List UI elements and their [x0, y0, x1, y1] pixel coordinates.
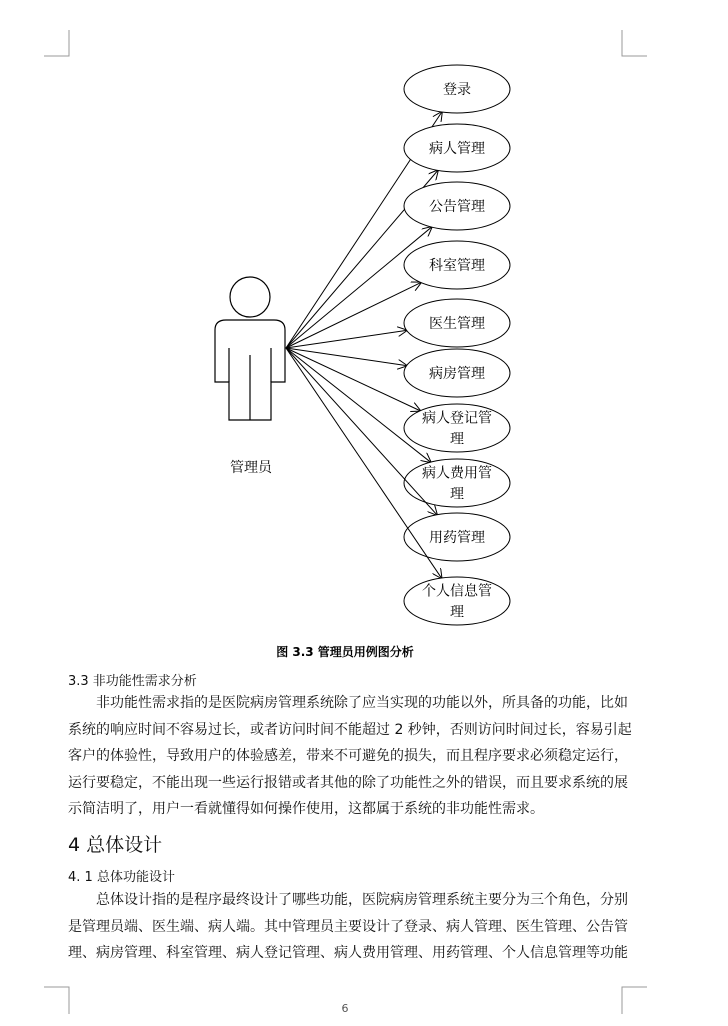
paragraph-line: 理、病房管理、科室管理、病人登记管理、病人费用管理、用药管理、个人信息管理等功能	[68, 945, 628, 962]
section-4-1-heading: 4. 1 总体功能设计	[68, 870, 175, 885]
section-3-3-heading: 3.3 非功能性需求分析	[68, 674, 197, 689]
use-case-label: 公告管理	[429, 199, 485, 215]
section-3-3-paragraph	[68, 690, 632, 823]
actor-figure	[215, 277, 285, 420]
paragraph-line: 运行要稳定，不能出现一些运行报错或者其他的除了功能性之外的错误，而且要求系统的展	[68, 774, 628, 791]
use-case-label: 理	[450, 486, 464, 503]
use-case-label: 用药管理	[429, 530, 485, 546]
use-case-label: 病人管理	[429, 141, 485, 157]
use-case-label: 登录	[443, 82, 471, 98]
actor-label: 管理员	[230, 460, 272, 476]
section-4-1-paragraph	[68, 887, 628, 967]
paragraph-line: 系统的响应时间不容易过长，或者访问时间不能超过 2 秒钟，否则访问时间过长，容易引起	[68, 721, 632, 738]
use-case-label: 病人费用管	[422, 465, 492, 482]
use-case-label: 个人信息管	[422, 583, 492, 600]
paragraph-line: 示简洁明了，用户一看就懂得如何操作使用，这都属于系统的非功能性需求。	[68, 801, 544, 818]
paragraph-line: 总体设计指的是程序最终设计了哪些功能，医院病房管理系统主要分为三个角色，分别	[96, 892, 628, 908]
use-case-label: 理	[450, 604, 464, 621]
diagram-caption: 图 3.3 管理员用例图分析	[276, 645, 414, 659]
paragraph-line: 是管理员端、医生端、病人端。其中管理员主要设计了登录、病人管理、医生管理、公告管	[68, 918, 628, 935]
use-case-label: 病房管理	[429, 366, 485, 382]
use-case-label: 病人登记管	[422, 410, 492, 427]
use-case-label: 科室管理	[429, 258, 485, 274]
paragraph-line: 非功能性需求指的是医院病房管理系统除了应当实现的功能以外，所具备的功能，比如	[96, 695, 628, 711]
page-number: 6	[341, 1002, 349, 1015]
use-case-label: 医生管理	[429, 316, 485, 332]
chapter-4-heading: 4 总体设计	[68, 834, 163, 856]
use-case-label: 理	[450, 431, 464, 448]
paragraph-line: 客户的体验性，导致用户的体验感差，带来不可避免的损失，而且程序要求必须稳定运行，	[68, 748, 628, 765]
actor-head	[230, 277, 270, 317]
